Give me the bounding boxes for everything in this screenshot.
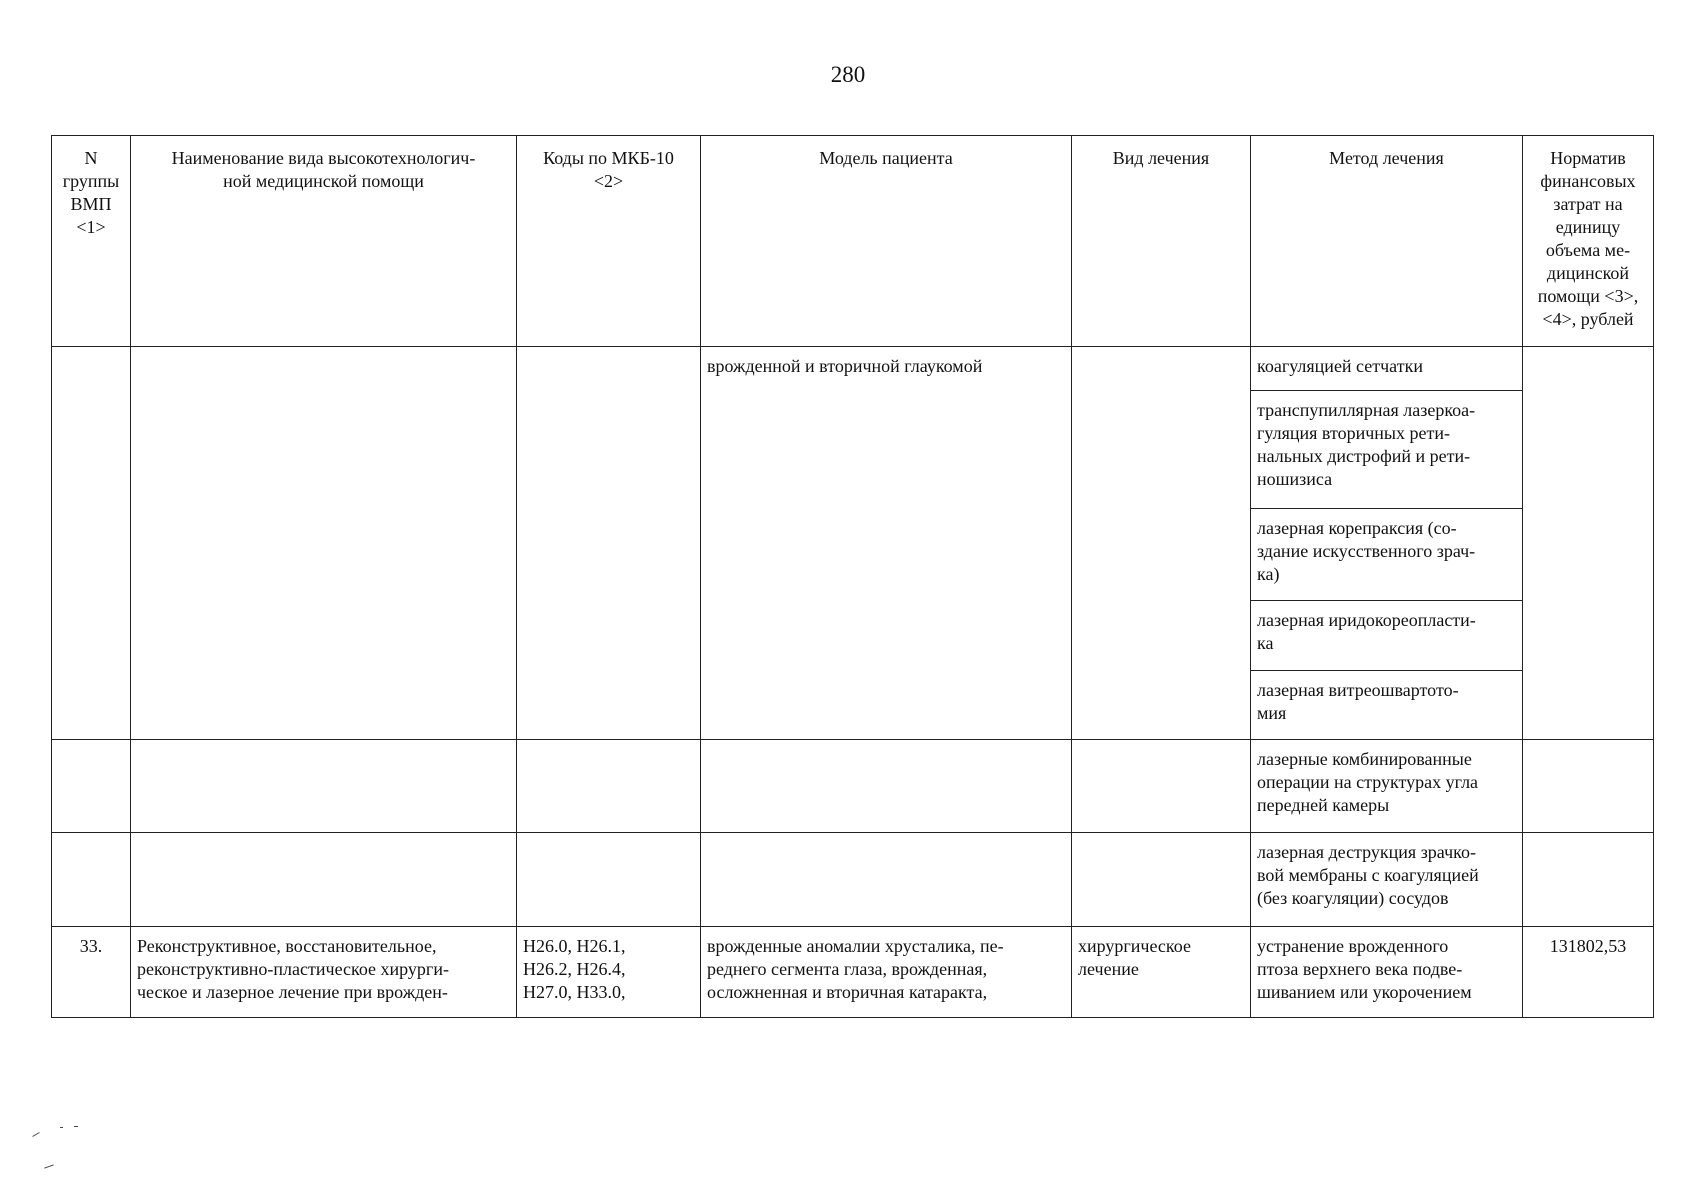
scan-artifact: [44, 1164, 54, 1168]
header-patient-model: Модель пациента: [701, 136, 1072, 347]
cell-method: лазерные комбинированные операции на структурах угла передней камеры: [1251, 740, 1523, 833]
page-number: 280: [830, 62, 866, 87]
cell-icd-codes: [517, 347, 701, 740]
table-row: [52, 347, 1654, 391]
cell-icd-codes: [517, 833, 701, 927]
cell-method: коагуляцией сетчатки: [1251, 347, 1523, 391]
header-cost-norm: Норматив финансовых затрат на единицу объема ме- дицинской помощи <3>, <4>, рублей: [1523, 136, 1654, 347]
table-row-group-33: [52, 927, 1654, 1018]
cell-method: лазерная деструкция зрачко- вой мембраны с коагуляцией (без коагуляции) сосудов: [1251, 833, 1523, 927]
header-care-type: Наименование вида высокотехнологич- ной медицинской помощи: [131, 136, 517, 347]
cell-icd-codes: [517, 740, 701, 833]
scan-artifact: [60, 1127, 63, 1128]
table-row: [52, 740, 1654, 833]
scan-artifact: [74, 1126, 78, 1127]
cell-patient-model: [701, 740, 1072, 833]
cell-group-number: [52, 347, 131, 740]
header-treatment-type: Вид лечения: [1072, 136, 1251, 347]
cell-patient-model: врожденной и вторичной глаукомой: [701, 347, 1072, 740]
cell-group-number: [52, 833, 131, 927]
cell-care-type: [131, 347, 517, 740]
cell-patient-model: врожденные аномалии хрусталика, пе- реднего сегмента глаза, врожденная, осложненная и вторичная катаракта,: [701, 927, 1072, 1018]
cell-cost-norm: [1523, 347, 1654, 740]
cell-care-type: [131, 833, 517, 927]
cell-method: лазерная витреошвартото- мия: [1251, 671, 1523, 740]
cell-treatment-type: [1072, 740, 1251, 833]
cell-group-number: [52, 740, 131, 833]
header-treatment-method: Метод лечения: [1251, 136, 1523, 347]
cell-care-type: Реконструктивное, восстановительное, реконструктивно-пластическое хирурги- ческое и лазерное лечение при врожден-: [131, 927, 517, 1018]
cell-method: устранение врожденного птоза верхнего века подве- шиванием или укорочением: [1251, 927, 1523, 1018]
cell-cost-norm: [1523, 740, 1654, 833]
cell-treatment-type: [1072, 347, 1251, 740]
cell-group-number: 33.: [52, 927, 131, 1018]
table-row: [52, 833, 1654, 927]
cell-method: лазерная иридокореопласти- ка: [1251, 601, 1523, 671]
cell-method: лазерная корепраксия (со- здание искусственного зрач- ка): [1251, 509, 1523, 601]
table-header-row: [52, 136, 1654, 347]
vmp-table: [51, 135, 1654, 1018]
cell-cost-norm: [1523, 833, 1654, 927]
scan-artifact: [32, 1132, 39, 1137]
cell-treatment-type: хирургическое лечение: [1072, 927, 1251, 1018]
cell-treatment-type: [1072, 833, 1251, 927]
cell-cost-norm: 131802,53: [1523, 927, 1654, 1018]
header-icd-codes: Коды по МКБ-10 <2>: [517, 136, 701, 347]
cell-patient-model: [701, 833, 1072, 927]
header-group-number: N группы ВМП <1>: [52, 136, 131, 347]
cell-icd-codes: H26.0, H26.1, H26.2, H26.4, H27.0, H33.0,: [517, 927, 701, 1018]
cell-method: транспупиллярная лазеркоа- гуляция вторичных рети- нальных дистрофий и рети- ношизиса: [1251, 391, 1523, 509]
cell-care-type: [131, 740, 517, 833]
